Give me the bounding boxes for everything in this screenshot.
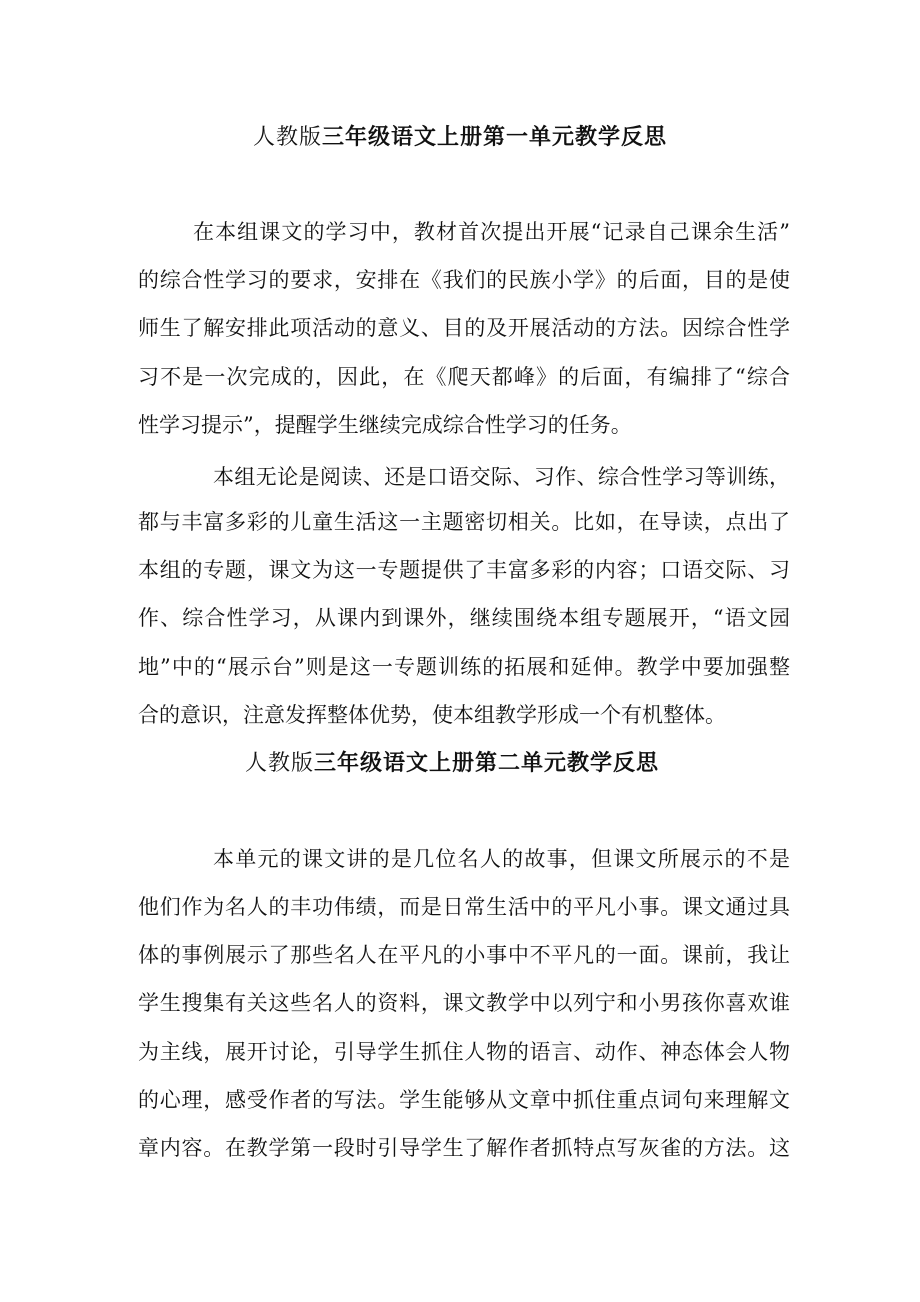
text-line: 的综合性学习的要求，安排在《我们的民族小学》的后面，目的是使 <box>138 268 790 292</box>
text-line: 本单元的课文讲的是几位名人的故事，但课文所展示的不是 <box>213 847 790 871</box>
text-line: 地”中的“展示台”则是这一专题训练的拓展和延伸。教学中要加强整 <box>138 655 790 679</box>
text-line: 本组无论是阅读、还是口语交际、习作、综合性学习等训练， <box>213 465 790 489</box>
title-rest: 三年级语文上册第一单元教学反思 <box>322 124 668 150</box>
text-line: 师生了解安排此项活动的意义、目的及开展活动的方法。因综合性学 <box>138 316 790 340</box>
text-line: 章内容。在教学第一段时引导学生了解作者抓特点写灰雀的方法。这 <box>138 1136 790 1160</box>
title-rest: 三年级语文上册第二单元教学反思 <box>314 750 660 776</box>
text-line: 学生搜集有关这些名人的资料，课文教学中以列宁和小男孩你喜欢谁 <box>138 991 790 1015</box>
title-prefix: 人教版 <box>244 751 314 776</box>
title-prefix: 人教版 <box>252 125 322 150</box>
text-line: 他们作为名人的丰功伟绩，而是日常生活中的平凡小事。课文通过具 <box>138 895 790 919</box>
text-line: 体的事例展示了那些名人在平凡的小事中不平凡的一面。课前，我让 <box>138 943 790 967</box>
text-line: 都与丰富多彩的儿童生活这一主题密切相关。比如，在导读，点出了 <box>138 510 790 534</box>
text-line: 在本组课文的学习中，教材首次提出开展“记录自己课余生活” <box>193 220 790 244</box>
unit1-title <box>0 122 920 153</box>
text-line: 作、综合性学习，从课内到课外，继续围绕本组专题展开，“语文园 <box>138 606 790 630</box>
text-line: 性学习提示”，提醒学生继续完成综合性学习的任务。 <box>138 413 632 437</box>
text-line: 习不是一次完成的，因此，在《爬天都峰》的后面，有编排了“综合 <box>138 365 790 389</box>
text-line: 为主线，展开讨论，引导学生抓住人物的语言、动作、神态体会人物 <box>138 1040 790 1064</box>
text-line: 的心理，感受作者的写法。学生能够从文章中抓住重点词句来理解文 <box>138 1088 790 1112</box>
text-line: 合的意识，注意发挥整体优势，使本组教学形成一个有机整体。 <box>138 703 726 727</box>
unit2-title <box>0 748 912 779</box>
text-line: 本组的专题，课文为这一专题提供了丰富多彩的内容；口语交际、习 <box>138 558 790 582</box>
